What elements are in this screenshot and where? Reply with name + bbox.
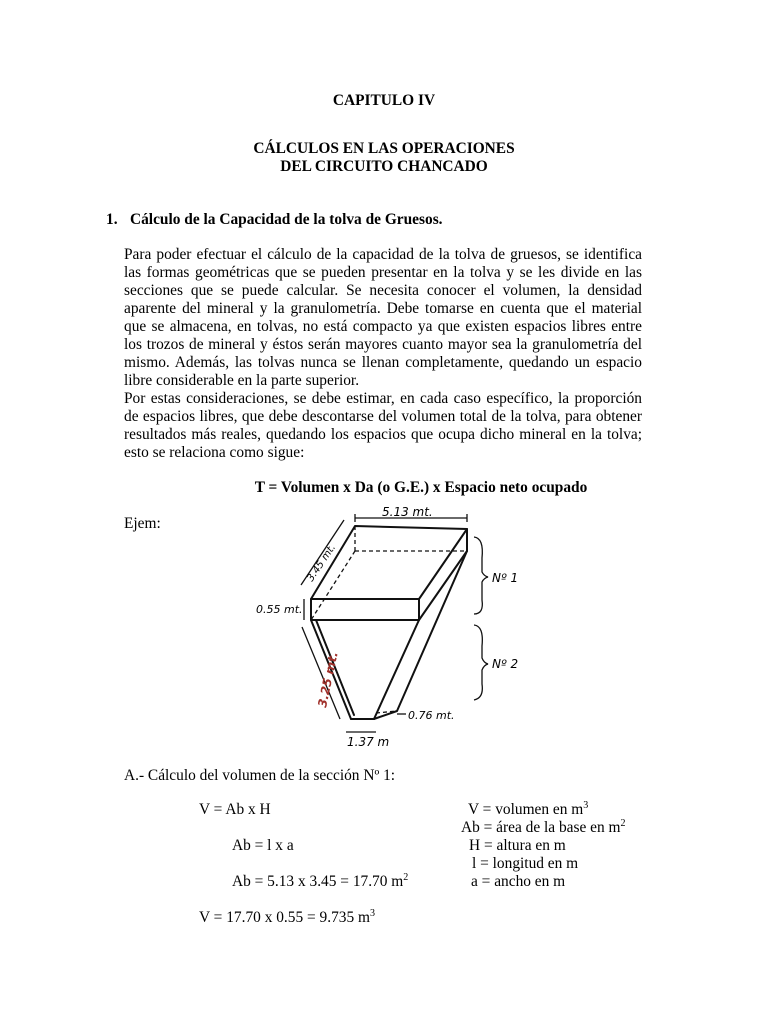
- chapter-title-line2: DEL CIRCUITO CHANCADO: [280, 158, 488, 175]
- calc-volume-unit-exp: 3: [370, 907, 375, 919]
- label-section1: Nº 1: [492, 571, 519, 585]
- legend-volume-exp: 3: [583, 799, 589, 811]
- legend-volume: [468, 801, 588, 819]
- label-top-length: 5.13 mt.: [382, 505, 433, 519]
- hopper-diagram: [256, 500, 546, 752]
- label-bottom-width: 0.76 mt.: [408, 709, 455, 722]
- example-label: Ejem:: [124, 515, 161, 532]
- legend-length: l = longitud en m: [472, 855, 579, 872]
- calc-volume-formula: V = Ab x H: [199, 801, 271, 818]
- calc-base-unit-exp: 2: [403, 871, 409, 883]
- chapter-title-line1: CÁLCULOS EN LAS OPERACIONES: [253, 140, 515, 157]
- section-number: 1.: [106, 211, 118, 228]
- calc-base-value-text: Ab = 5.13 x 3.45 = 17.70 m: [232, 873, 404, 890]
- legend-area: [461, 819, 626, 837]
- calc-base-formula: Ab = l x a: [232, 837, 294, 854]
- legend-width: a = ancho en m: [471, 873, 566, 890]
- label-section2: Nº 2: [492, 657, 519, 671]
- legend-height: H = altura en m: [469, 837, 566, 854]
- legend-area-exp: 2: [620, 817, 626, 829]
- hopper-sketch: [256, 500, 546, 752]
- calc-volume-value-text: V = 17.70 x 0.55 = 9.735 m: [199, 909, 370, 926]
- calc-volume-value: [199, 909, 375, 927]
- section-heading: [106, 211, 443, 229]
- label-section1-height: 0.55 mt.: [256, 603, 303, 616]
- label-side-width: 3.45 mt.: [305, 542, 339, 584]
- legend-area-text: Ab = área de la base en m: [461, 819, 621, 836]
- hopper-section1-front: [311, 599, 419, 620]
- calc-base-value: [232, 873, 408, 891]
- capacity-formula: T = Volumen x Da (o G.E.) x Espacio neto ocupado: [254, 479, 588, 496]
- label-section2-slant: 3.25 mt.: [315, 650, 341, 709]
- label-bottom-length: 1.37 m: [347, 735, 390, 749]
- section-title: Cálculo de la Capacidad de la tolva de Gruesos.: [130, 211, 443, 228]
- subsection-heading: A.- Cálculo del volumen de la sección Nº 1:: [124, 767, 396, 784]
- hopper-funnel-side: [374, 551, 467, 719]
- paragraph-considerations: Por estas consideraciones, se debe estimar, en cada caso específico, la proporción de espacios libres, que debe descontarse del volumen total de la tolva, para obtener resultados más reales, quedando los espacios que ocupa dicho mineral en la tolva; esto se relaciona como sigue:: [124, 390, 642, 461]
- paragraph-intro: Para poder efectuar el cálculo de la capacidad de la tolva de gruesos, se identifica las formas geométricas que se pueden presentar en la tolva y se les divide en las secciones que se puede calcular. Se necesita conocer el volumen, la densidad aparente del mineral y la granulometría. Debe tomarse en cuenta que el material que se almacena, en tolvas, no está compacto ya que existen espacios libres entre los trozos de mineral y éstos serán mayores cuanto mayor sea la granulometría del mismo. Además, las tolvas nunca se llenan completamente, quedando un espacio libre considerable en la parte superior.: [124, 246, 642, 389]
- chapter-heading: CAPITULO IV: [332, 92, 436, 109]
- legend-volume-text: V = volumen en m: [468, 801, 584, 818]
- hopper-top-face: [311, 526, 467, 599]
